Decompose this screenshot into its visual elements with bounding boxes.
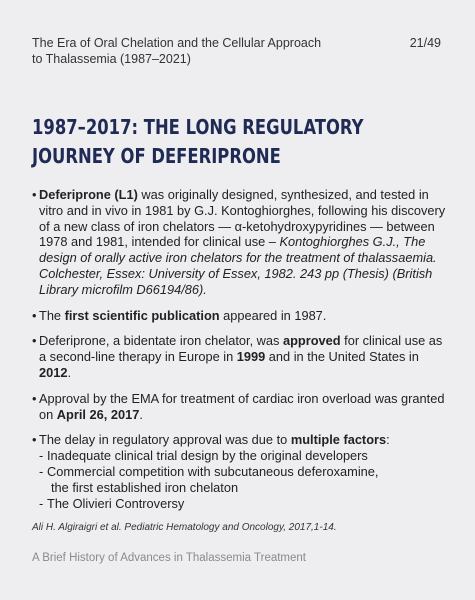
- bold-text: multiple factors: [290, 432, 387, 448]
- bullet-item-approval: [32, 333, 452, 380]
- bullet-marker: •: [32, 390, 37, 406]
- header-title: The Era of Oral Chelation and the Cellular Approach to Thalassemia (1987–2021): [32, 36, 322, 66]
- italic-reference: Kontoghiorghes G.J., The design of orally active iron chelators for the treatment of thalassaemia. Colchester, Essex: University of Essex, 1982. 243 pp (Thesis) (British Library microfilm D66194/86).: [39, 234, 437, 297]
- citation: Ali H. Algiraigri et al. Pediatric Hematology and Oncology, 2017,1-14.: [32, 522, 337, 534]
- body-text: for clinical use as a second-line therapy in Europe in: [39, 333, 443, 365]
- bold-text: 2012: [39, 364, 68, 380]
- slide-title: 1987–2017: THE LONG REGULATORY JOURNEY OF DEFERIPRONE: [32, 115, 364, 168]
- body-text: was originally designed, synthesized, and tested in vitro and in vivo in 1981 by G.J. Kontoghiorghes, following his discovery of a new class of iron chelators — α-ketohydroxypyridines — between 1978 and 1981, intended for clinical use –: [39, 187, 446, 250]
- body-text: .: [139, 406, 143, 422]
- dash-marker: -: [39, 463, 44, 479]
- body-text: Deferiprone, a bidentate iron chelator, was: [39, 333, 283, 349]
- bullet-item-ema-approval: [32, 391, 452, 423]
- sub-item: [39, 448, 452, 464]
- sub-item-continuation: the first established iron chelaton: [51, 479, 239, 495]
- body-text: and in the United States in: [265, 349, 419, 365]
- dash-marker: -: [39, 448, 44, 464]
- bullet-marker: •: [32, 333, 37, 349]
- body-text: .: [67, 364, 72, 380]
- page-number: 21/49: [409, 36, 441, 50]
- bold-text: Deferiprone (L1): [39, 187, 138, 202]
- bullet-marker: •: [32, 432, 37, 448]
- body-text: The delay in regulatory approval was due to: [39, 432, 291, 448]
- bold-text: 1999: [236, 349, 266, 365]
- sub-item-text: The Olivieri Controversy: [47, 495, 185, 511]
- slide-footer: A Brief History of Advances in Thalassemia Treatment: [32, 552, 306, 564]
- bullet-item-delay-factors: [32, 432, 452, 511]
- body-text: Approval by the EMA for treatment of cardiac iron overload was granted on: [39, 390, 445, 422]
- dash-marker: -: [39, 495, 44, 511]
- slide-header: [32, 35, 445, 67]
- body-text: appeared in 1987.: [219, 307, 327, 323]
- body-text: The: [39, 307, 65, 323]
- sub-item: [39, 464, 452, 480]
- sub-item-text: Commercial competition with subcutaneous deferoxamine,: [47, 463, 379, 479]
- bold-text: April 26, 2017: [56, 406, 140, 422]
- bullet-marker: •: [32, 187, 37, 202]
- sub-item-text: Inadequate clinical trial design by the original developers: [47, 448, 368, 464]
- slide-content: [32, 187, 452, 534]
- bullet-item-first-publication: [32, 308, 452, 324]
- bullet-marker: •: [32, 307, 37, 323]
- bold-text: first scientific publication: [64, 307, 220, 323]
- bullet-item-deferiprone-origin: [32, 187, 452, 298]
- body-text: :: [386, 432, 390, 448]
- bold-text: approved: [283, 333, 341, 349]
- sub-item: [39, 496, 452, 512]
